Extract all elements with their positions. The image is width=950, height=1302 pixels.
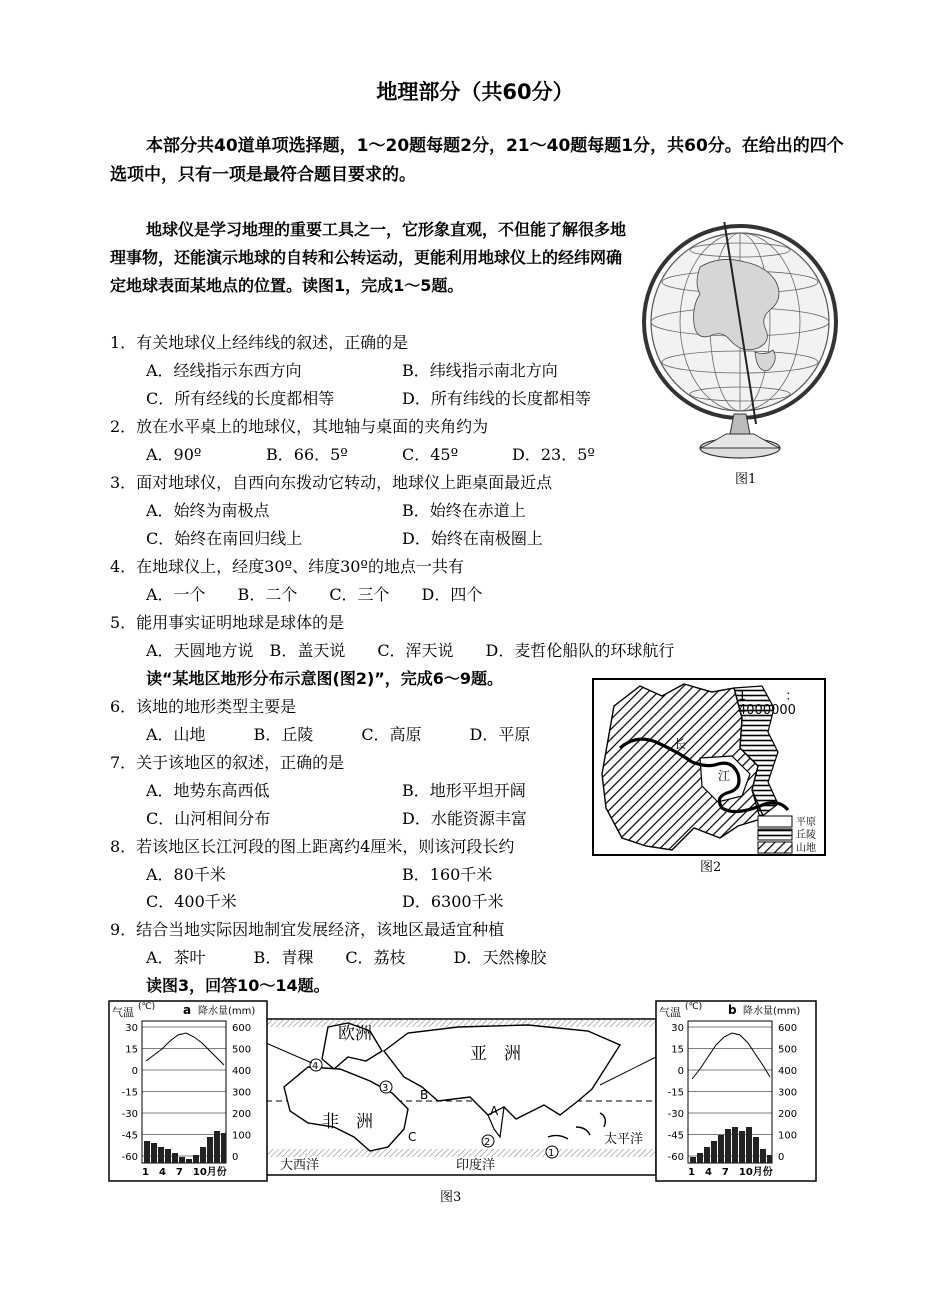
q1-option-c: C．所有经线的长度都相等: [146, 389, 335, 408]
climate-chart-b: [656, 1001, 816, 1181]
q5-options: A．天圆地方说 B．盖天说 C．浑天说 D．麦哲伦船队的环球航行: [146, 641, 675, 660]
chart-a-precip-tick: 600: [232, 1023, 252, 1034]
chart-a-precip-tick: 100: [232, 1130, 252, 1142]
chart-b-temp-tick: 0: [677, 1066, 684, 1077]
chart-a-precip-label: 降水量(mm): [198, 1006, 256, 1017]
chart-a-precip-tick: 400: [232, 1066, 252, 1077]
point-2: 2: [484, 1137, 491, 1148]
point-1: 1: [548, 1148, 555, 1159]
chart-a-temp-tick: 0: [131, 1066, 138, 1077]
question-7: 7．关于该地区的叙述，正确的是: [110, 753, 345, 772]
point-3: 3: [382, 1083, 389, 1094]
globe-figure: [640, 222, 845, 467]
question-5: 5．能用事实证明地球是球体的是: [110, 613, 345, 632]
legend-plain: 平原: [796, 817, 816, 828]
chart-a-precip-tick: 200: [232, 1109, 252, 1120]
chart-b-precip-label: 降水量(mm): [743, 1006, 801, 1017]
chart-b-letter: b: [728, 1003, 737, 1017]
chart-a-precip-tick: 500: [232, 1044, 252, 1056]
section-intro: 本部分共40道单项选择题，1～20题每题2分，21～40题每题1分，共60分。在给出的四个选项中，只有一项是最符合题目要求的。: [110, 136, 844, 185]
q7-option-a: A．地势东高西低: [146, 781, 270, 800]
world-map-figure: [108, 997, 820, 1187]
question-6: 6．该地的地形类型主要是: [110, 697, 297, 716]
label-indian: 印度洋: [456, 1158, 496, 1173]
point-4: 4: [312, 1061, 319, 1072]
chart-a-temp-unit: (℃): [138, 1002, 156, 1012]
figure-3-caption: 图3: [440, 1190, 462, 1205]
question-1: 1．有关地球仪上经纬线的叙述，正确的是: [110, 333, 409, 352]
chart-b-months: 1 4 7 10月份: [688, 1167, 773, 1178]
q8-option-b: B．160千米: [402, 865, 493, 884]
figure-1-caption: 图1: [735, 472, 757, 487]
chart-b-temp-tick: 15: [671, 1044, 684, 1056]
chart-a-months: 1 4 7 10月份: [142, 1167, 227, 1178]
label-africa: 非 洲: [322, 1112, 373, 1132]
scale-bottom: 4000000: [738, 703, 796, 718]
label-C: C: [408, 1130, 417, 1144]
q1-option-b: B．纬线指示南北方向: [402, 361, 558, 380]
chart-b-temp-tick: -60: [667, 1152, 684, 1163]
scale-top: 1 ：: [738, 689, 799, 704]
chart-b-temp-unit: (℃): [685, 1002, 703, 1012]
label-pacific: 太平洋: [604, 1132, 644, 1147]
chart-a-precip-tick: 0: [232, 1152, 239, 1163]
chart-a-temp-tick: 15: [125, 1044, 138, 1056]
question-4: 4．在地球仪上，经度30º、纬度30º的地点一共有: [110, 557, 464, 576]
page-title: 地理部分（共60分）: [376, 80, 574, 104]
chart-b-precip-tick: 0: [778, 1152, 785, 1163]
chart-a-letter: a: [183, 1003, 192, 1017]
chart-b-temp-label: 气温: [659, 1006, 681, 1019]
question-3: 3．面对地球仪，自西向东拨动它转动，地球仪上距桌面最近点: [110, 473, 553, 492]
q1-option-d: D．所有纬线的长度都相等: [402, 389, 591, 408]
question-9: 9．结合当地实际因地制宜发展经济，该地区最适宜种植: [110, 920, 505, 939]
globe-stand: [700, 414, 780, 458]
chart-a-temp-tick: -15: [121, 1087, 138, 1099]
legend: [758, 816, 816, 854]
q2-option-a: A．90º: [146, 445, 202, 464]
q2-option-d: D．23．5º: [512, 445, 595, 464]
chart-b-temp-tick: -45: [667, 1130, 684, 1142]
chart-b-precip-tick: 500: [778, 1044, 798, 1056]
river-label-2: 江: [718, 769, 731, 783]
q3-option-a: A．始终为南极点: [146, 501, 270, 520]
q7-option-b: B．地形平坦开阔: [402, 781, 526, 800]
q4-options: A．一个 B．二个 C．三个 D．四个: [146, 585, 483, 604]
q8-option-d: D．6300千米: [402, 892, 504, 911]
legend-mountain: 山地: [796, 843, 816, 854]
chart-b-temp-tick: -30: [667, 1109, 684, 1120]
chart-b-temp-tick: -15: [667, 1087, 684, 1099]
label-europe: 欧洲: [338, 1024, 372, 1044]
label-atlantic: 大西洋: [280, 1158, 320, 1173]
q2-option-b: B．66．5º: [266, 445, 348, 464]
q2-option-c: C．45º: [402, 445, 459, 464]
chart-b-precip-tick: 100: [778, 1130, 798, 1142]
q1-option-a: A．经线指示东西方向: [146, 361, 302, 380]
q3-option-c: C．始终在南回归线上: [146, 529, 303, 548]
climate-chart-a: [109, 1001, 267, 1181]
chart-b-precip-tick: 300: [778, 1087, 798, 1099]
q7-option-d: D．水能资源丰富: [402, 809, 527, 828]
question-8: 8．若该地区长江河段的图上距离约4厘米，则该河段长约: [110, 837, 515, 856]
terrain-map-figure: [592, 678, 826, 856]
chart-a-temp-tick: -45: [121, 1130, 138, 1142]
chart-b-precip-tick: 200: [778, 1109, 798, 1120]
q9-options: A．茶叶 B．青稞 C．荔枝 D．天然橡胶: [146, 948, 547, 967]
chart-a-temp-tick: -60: [121, 1152, 138, 1163]
question-2: 2．放在水平桌上的地球仪，其地轴与桌面的夹角约为: [110, 417, 489, 436]
label-A: A: [490, 1104, 499, 1118]
q7-option-c: C．山河相间分布: [146, 809, 271, 828]
q6-options: A．山地 B．丘陵 C．高原 D．平原: [146, 725, 531, 744]
chart-a-temp-tick: -30: [121, 1109, 138, 1120]
q3-option-b: B．始终在赤道上: [402, 501, 526, 520]
label-B: B: [420, 1088, 429, 1102]
read-figure-2: 读“某地区地形分布示意图(图2)”，完成6～9题。: [146, 669, 504, 688]
chart-b-temp-tick: 30: [671, 1023, 684, 1034]
legend-hill: 丘陵: [796, 830, 816, 841]
chart-b-precip-tick: 400: [778, 1066, 798, 1077]
chart-a-precip-tick: 300: [232, 1087, 252, 1099]
read-figure-3: 读图3，回答10～14题。: [146, 976, 330, 995]
q3-option-d: D．始终在南极圈上: [402, 529, 543, 548]
q8-option-c: C．400千米: [146, 892, 237, 911]
chart-a-temp-label: 气温: [112, 1006, 134, 1019]
chart-a-temp-tick: 30: [125, 1023, 138, 1034]
chart-b-precip-tick: 600: [778, 1023, 798, 1034]
globe-passage: 地球仪是学习地理的重要工具之一，它形象直观，不但能了解很多地理事物，还能演示地球的自转和公转运动，更能利用地球仪上的经纬网确定地球表面某地点的位置。读图1，完成1～5题。: [110, 220, 627, 295]
river-label-1: 长: [674, 737, 687, 751]
q8-option-a: A．80千米: [146, 865, 226, 884]
figure-2-caption: 图2: [700, 860, 722, 875]
label-asia: 亚 洲: [470, 1044, 521, 1064]
